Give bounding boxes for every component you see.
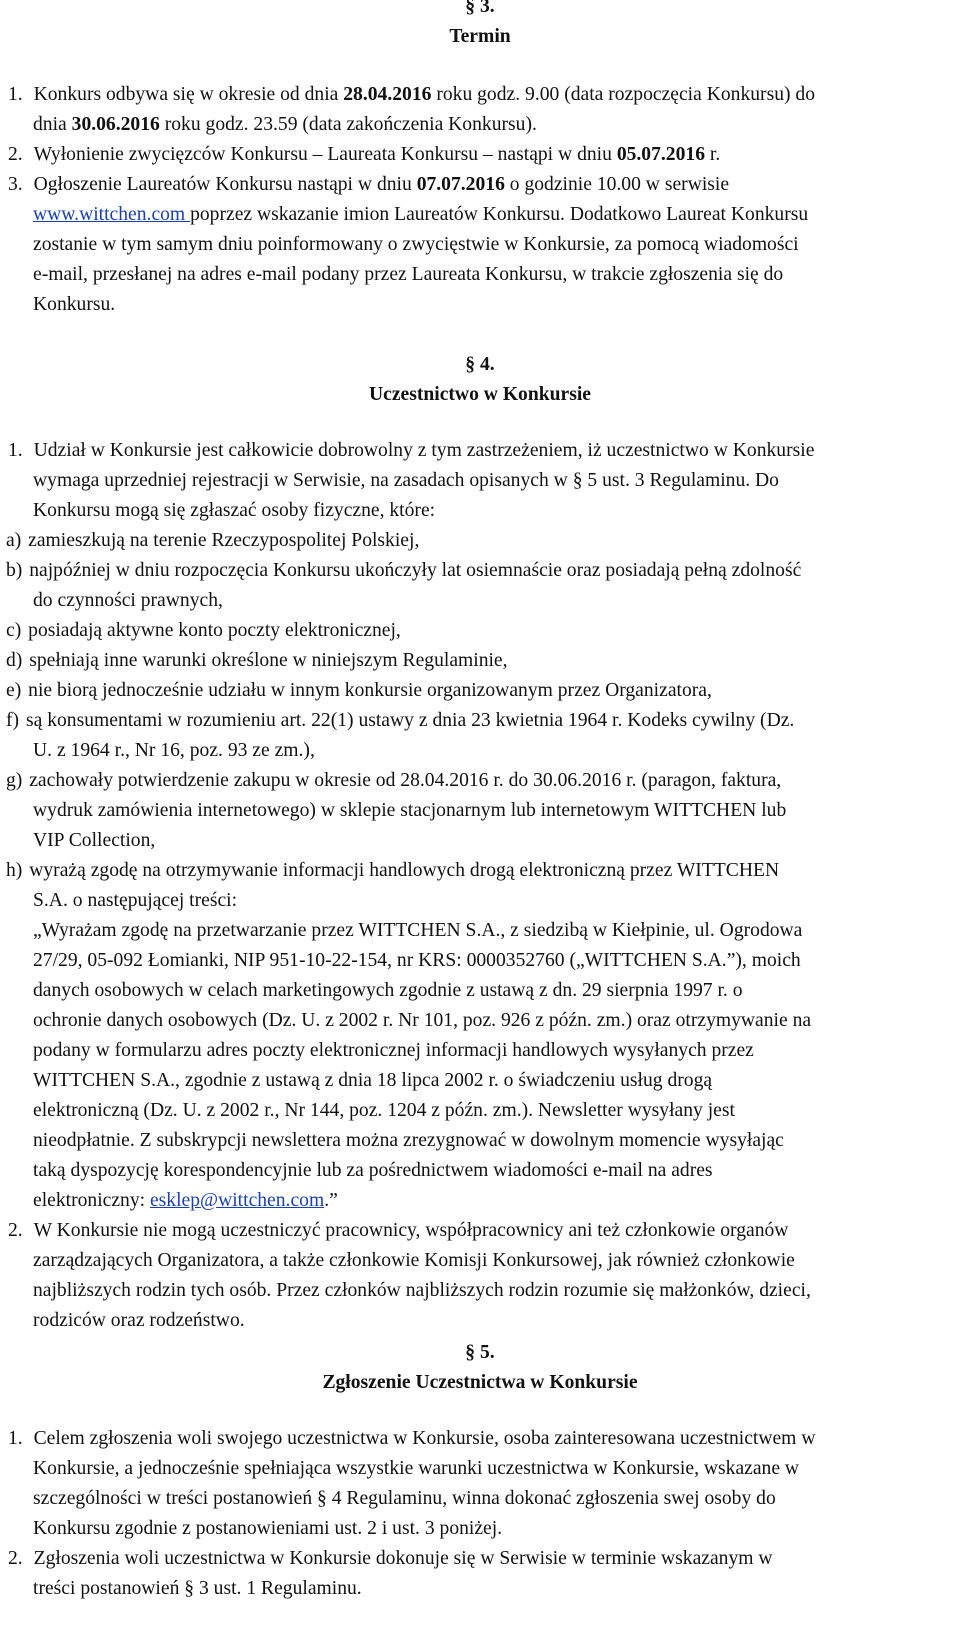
s5-p2-line2: treści postanowień § 3 ust. 1 Regulaminu. (33, 1578, 362, 1599)
list-number: 2. (8, 1220, 23, 1241)
consent-quote-line1: „Wyrażam zgodę na przetwarzanie przez WITTCHEN S.A., z siedzibą w Kiełpinie, ul. Ogrodowa (33, 920, 803, 941)
consent-quote-line2: 27/29, 05-092 Łomianki, NIP 951-10-22-154, nr KRS: 0000352760 („WITTCHEN S.A.”), moich (33, 950, 801, 971)
section-5-title: Zgłoszenie Uczestnictwa w Konkursie (322, 1372, 638, 1393)
consent-quote-line10: elektroniczny: esklep@wittchen.com.” (33, 1190, 338, 1211)
item-label: a) (6, 530, 22, 551)
email-link[interactable]: esklep@wittchen.com (149, 1190, 325, 1211)
consent-quote-line3: danych osobowych w celach marketingowych zgodnie z ustawą z dn. 29 sierpnia 1997 r. o (33, 980, 743, 1001)
item-label: f) (6, 710, 20, 731)
s5-p1-line2: Konkursie, a jednocześnie spełniająca wszystkie warunki uczestnictwa w Konkursie, wskazane w (33, 1458, 800, 1479)
section-3-number: § 3. (465, 0, 495, 17)
consent-quote-line8: nieodpłatnie. Z subskrypcji newslettera można zrezygnować w dowolnym momencie wysyłając (33, 1130, 784, 1151)
item-label: h) (6, 860, 23, 881)
s4-p2-line3: najbliższych rodzin tych osób. Przez członków najbliższych rodzin rozumie się małżonków, dzieci, (33, 1280, 811, 1301)
s4-item-a: a) zamieszkują na terenie Rzeczypospolitej Polskiej, (6, 530, 420, 551)
s3-p3-line2: www.wittchen.com poprzez wskazanie imion Laureatów Konkursu. Dodatkowo Laureat Konkursu (33, 204, 809, 225)
s4-item-b-line2: do czynności prawnych, (33, 590, 223, 611)
section-4-title: Uczestnictwo w Konkursie (368, 384, 592, 405)
list-number: 2. (8, 1548, 23, 1569)
s4-p2-line2: zarządzających Organizatora, a także członkowie Komisji Konkursowej, jak również członkowie (33, 1250, 795, 1271)
s4-item-f-line1: f) są konsumentami w rozumieniu art. 22(1) ustawy z dnia 23 kwietnia 1964 r. Kodeks cywilny (Dz. (6, 710, 795, 731)
list-number: 1. (8, 440, 23, 461)
section-4-number: § 4. (465, 354, 495, 375)
s4-item-h-line2: S.A. o następującej treści: (33, 890, 238, 911)
s5-p2-line1: 2. Zgłoszenia woli uczestnictwa w Konkursie dokonuje się w Serwisie w terminie wskazanym w (8, 1548, 773, 1569)
item-label: d) (6, 650, 23, 671)
consent-quote-line7: elektroniczną (Dz. U. z 2002 r., Nr 144, poz. 1204 z późn. zm.). Newsletter wysyłany jest (33, 1100, 735, 1121)
wittchen-website-link[interactable]: www.wittchen.com (33, 204, 191, 225)
s4-item-g-line3: VIP Collection, (33, 830, 156, 851)
s3-p3-line3: zostanie w tym samym dniu poinformowany o zwycięstwie w Konkursie, za pomocą wiadomości (33, 234, 799, 255)
s4-p1-line2: wymaga uprzedniej rejestracji w Serwisie, na zasadach opisanych w § 5 ust. 3 Regulaminu. Do (33, 470, 779, 491)
s3-p3-line4: e-mail, przesłanej na adres e-mail podany przez Laureata Konkursu, w trakcie zgłoszenia się do (33, 264, 784, 285)
s4-item-h-line1: h) wyrażą zgodę na otrzymywanie informacji handlowych drogą elektroniczną przez WITTCHEN (6, 860, 780, 881)
s5-p1-line3: szczególności w treści postanowień § 4 Regulaminu, winna dokonać zgłoszenia swej osoby do (33, 1488, 776, 1509)
s3-p1-line1: 1. Konkurs odbywa się w okresie od dnia 28.04.2016 roku godz. 9.00 (data rozpoczęcia Konkursu) do (8, 84, 816, 105)
s4-item-c: c) posiadają aktywne konto poczty elektronicznej, (6, 620, 401, 641)
s4-item-d: d) spełniają inne warunki określone w niniejszym Regulaminie, (6, 650, 508, 671)
s4-item-b-line1: b) najpóźniej w dniu rozpoczęcia Konkursu ukończyły lat osiemnaście oraz posiadają pełną zdolność (6, 560, 802, 581)
item-label: b) (6, 560, 23, 581)
s5-p1-line4: Konkursu zgodnie z postanowieniami ust. 2 i ust. 3 poniżej. (33, 1518, 503, 1539)
consent-quote-line4: ochronie danych osobowych (Dz. U. z 2002 r. Nr 101, poz. 926 z późn. zm.) oraz otrzymywanie na (33, 1010, 812, 1031)
consent-quote-line5: podany w formularzu adres poczty elektronicznej informacji handlowych wysyłanych przez (33, 1040, 754, 1061)
item-label: g) (6, 770, 23, 791)
section-5-number: § 5. (465, 1342, 495, 1363)
s4-item-f-line2: U. z 1964 r., Nr 16, poz. 93 ze zm.), (33, 740, 315, 761)
consent-quote-line6: WITTCHEN S.A., zgodnie z ustawą z dnia 18 lipca 2002 r. o świadczeniu usług drogą (33, 1070, 713, 1091)
list-number: 1. (8, 1428, 23, 1449)
s4-item-e: e) nie biorą jednocześnie udziału w innym konkursie organizowanym przez Organizatora, (6, 680, 712, 701)
s4-p2-line1: 2. W Konkursie nie mogą uczestniczyć pracownicy, współpracownicy ani też członkowie organów (8, 1220, 789, 1241)
item-label: e) (6, 680, 22, 701)
s4-p1-line1: 1. Udział w Konkursie jest całkowicie dobrowolny z tym zastrzeżeniem, iż uczestnictwo w Konkursie (8, 440, 815, 461)
s4-item-g-line1: g) zachowały potwierdzenie zakupu w okresie od 28.04.2016 r. do 30.06.2016 r. (paragon, faktura, (6, 770, 782, 791)
item-label: c) (6, 620, 22, 641)
s3-p2-line1: 2. Wyłonienie zwycięzców Konkursu – Laureata Konkursu – nastąpi w dniu 05.07.2016 r. (8, 144, 721, 165)
s3-p1-line2: dnia 30.06.2016 roku godz. 23.59 (data zakończenia Konkursu). (33, 114, 537, 135)
s3-p3-line5: Konkursu. (33, 294, 116, 315)
s4-p1-line3: Konkursu mogą się zgłaszać osoby fizyczne, które: (33, 500, 436, 521)
section-3-title: Termin (449, 26, 511, 47)
list-number: 2. (8, 144, 23, 165)
list-number: 3. (8, 174, 23, 195)
s3-p3-line1: 3. Ogłoszenie Laureatów Konkursu nastąpi w dniu 07.07.2016 o godzinie 10.00 w serwisie (8, 174, 730, 195)
s5-p1-line1: 1. Celem zgłoszenia woli swojego uczestnictwa w Konkursie, osoba zainteresowana uczestnictwem w (8, 1428, 816, 1449)
list-number: 1. (8, 84, 23, 105)
s4-item-g-line2: wydruk zamówienia internetowego) w sklepie stacjonarnym lub internetowym WITTCHEN lub (33, 800, 787, 821)
consent-quote-line9: taką dyspozycję korespondencyjnie lub za pośrednictwem wiadomości e-mail na adres (33, 1160, 713, 1181)
s4-p2-line4: rodziców oraz rodzeństwo. (33, 1310, 245, 1331)
